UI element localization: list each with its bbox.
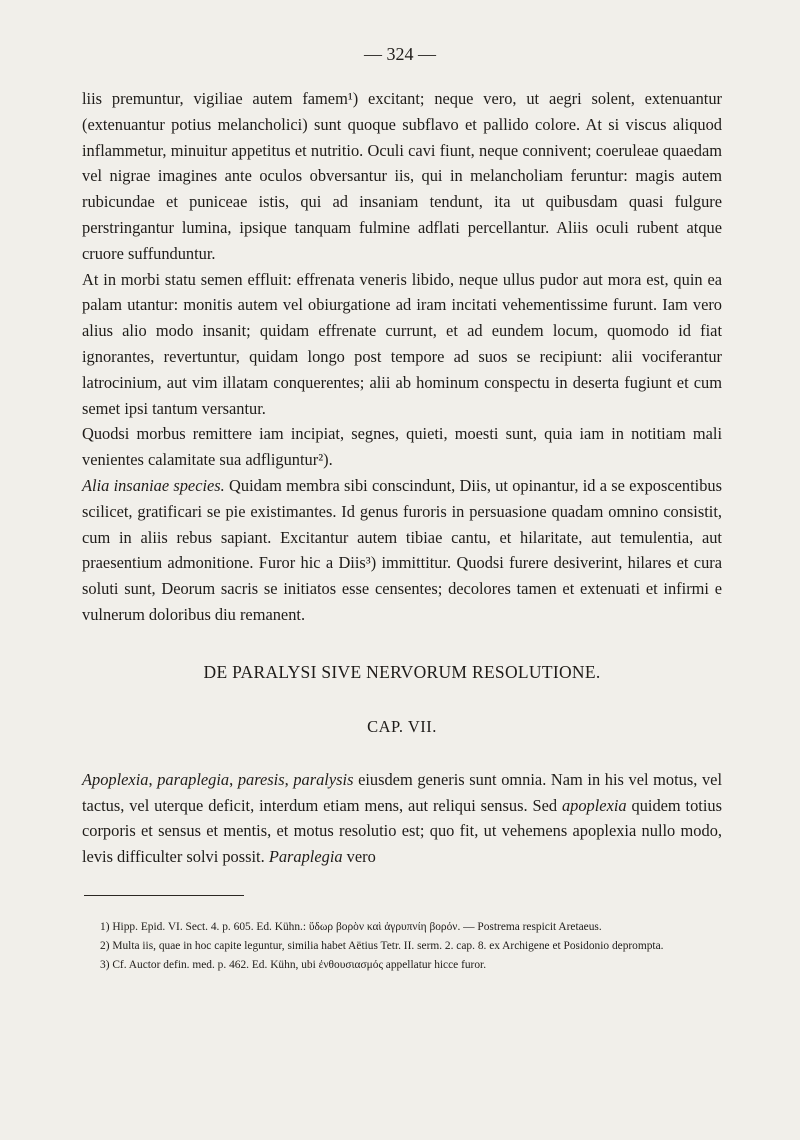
term-apoplexia: Apoplexia [82, 770, 149, 789]
chapter-text-segment: eiusdem generis sunt omnia. Nam in his vel motus, vel tactus, vel uterque deficit, interdum etiam mens, aut reliqui sensus. Sed [82, 770, 723, 815]
term-paraplegia-2: Paraplegia [268, 846, 343, 866]
page-number: — 324 — [364, 44, 436, 64]
italic-lead: Alia insaniae species. [82, 475, 225, 495]
paragraph-2: At in morbi statu semen effluit: effrenata veneris libido, neque ullus pudor aut mora est, quin ea palam utantur: monitis autem vel obiurgatione ad iram incitati vehementissime furunt. Iam vero alius alio modo insanit; quidam effrenate currunt, et ad eundem locum, quomodo id fiat ignorantes, revertuntur, quidam longo post tempore ad suos se recipiunt: alii vociferantur latrocinium, aut vim illatam conquerentes; alii ab hominum conspectu in deserta fugiunt et cum semet ipsi tantum versantur. [82, 269, 722, 418]
footnote-3: 3) Cf. Auctor defin. med. p. 462. Ed. Kühn, ubi ἐνθουσιασμός appellatur hicce furor. [100, 959, 487, 971]
separator: , [229, 770, 238, 789]
chapter-paragraph [82, 767, 722, 869]
paragraph-4 [82, 473, 722, 628]
paragraph-4-text: Quidam membra sibi conscindunt, Diis, ut opinantur, id a se exposcentibus scilicet, gratificari se pie existimantes. Id genus furoris in persuasione quadam omnino consistit, cum in aliis rebus sapiant. Excitantur autem tibiae cantu, et hilaritate, aut temulentia, aut praesentium admonitione. Furor hic a Diis³) immittitur. Quodsi furere desiverint, hilares et cura soluti sunt, Deorum sacris se initiatos esse censentes; decolores tamen et extenuati et infirmi e vulnerum doloribus diu remanent. [82, 475, 722, 624]
paragraph-1: liis premuntur, vigiliae autem famem¹) excitant; neque vero, ut aegri solent, extenuantur (extenuantur potius melancholici) sunt quoque subflavo et pallido colore. At si viscus aliquod inflammetur, minuitur appetitus et nutritio. Oculi cavi fiunt, neque connivent; coeruleae quaedam vel nigrae imagines ante oculos obversantur iis, qui in melancholiam feruntur: magis autem rubicundae et puniceae istis, qui ad insaniam tendunt, ita ut quibusdam quasi fulgure perstringantur lumina, ipsique tanquam fulmine adflati percellantur. Aliis oculi rubent atque cruore suffunduntur. [82, 89, 722, 263]
separator: , [284, 770, 294, 789]
chapter-text [82, 767, 722, 869]
main-text [82, 86, 722, 628]
footnote-2: 2) Multa iis, quae in hoc capite leguntur, similia habet Aëtius Tetr. II. serm. 2. cap. 8. ex Archigene et Posidonio deprompta. [100, 940, 664, 952]
chapter-text-segment: vero [342, 846, 376, 866]
chapter-label: CAP. VII. [367, 717, 437, 736]
chapter-text-segment: quidem totius corporis et sensus et mentis, et motus resolutio est; quo fit, ut vehemens apoplexia nullo modo, levis difficulter solvi possit. [82, 795, 722, 866]
term-paralysis: paralysis [293, 770, 354, 789]
term-apoplexia-2: apoplexia [561, 795, 627, 815]
paragraph-3: Quodsi morbus remittere iam incipiat, segnes, quieti, moesti sunt, quia iam in notitiam mali venientes calamitate sua adfliguntur²). [82, 424, 722, 470]
term-paresis: paresis [237, 770, 285, 789]
footnote-rule [84, 895, 244, 896]
footnote-1: 1) Hipp. Epid. VI. Sect. 4. p. 605. Ed. Kühn.: ὕδωρ βορὸν καὶ ἀγρυπνίη βορόν. — Postrema respicit Aretaeus. [100, 921, 602, 933]
section-heading: DE PARALYSI SIVE NERVORUM RESOLUTIONE. [203, 662, 601, 682]
footnotes [100, 918, 722, 975]
term-paraplegia: paraplegia [157, 770, 230, 789]
separator: , [148, 770, 158, 789]
